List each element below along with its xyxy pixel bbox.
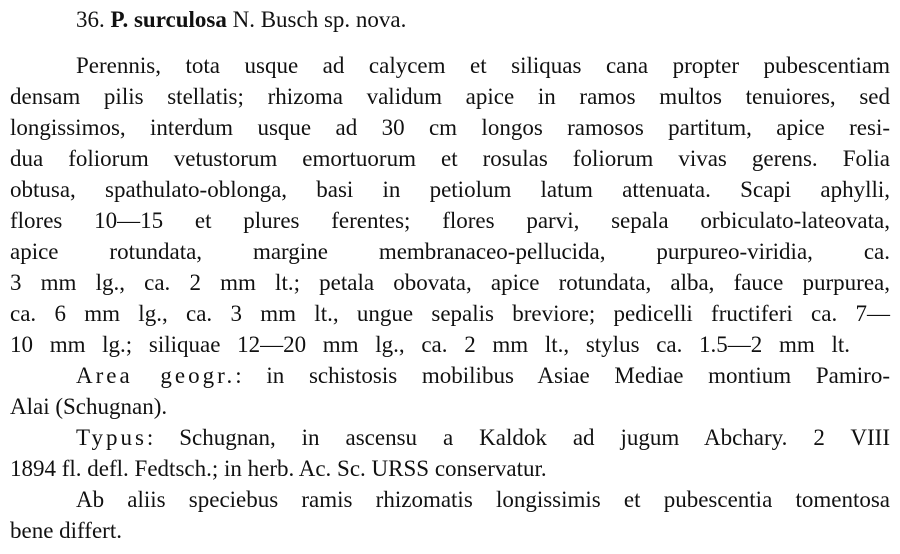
differentia-line-1: Ab aliis speciebus ramis rhizomatis longissimis et pubescentia tomentosa	[76, 487, 890, 512]
description-line-4: dua foliorum vetustorum emortuorum et rosulas foliorum vivas gerens. Folia	[10, 146, 890, 171]
species-authority: N. Busch sp. nova.	[232, 7, 407, 32]
description-line-7: apice rotundata, margine membranaceo-pellucida, purpureo-viridia, ca.	[10, 239, 890, 264]
description-line-2: densam pilis stellatis; rhizoma validum apice in ramos multos tenuiores, sed	[10, 84, 890, 109]
typus-line-1	[76, 422, 890, 453]
description-line-8: 3 mm lg., ca. 2 mm lt.; petala obovata, apice rotundata, alba, fauce purpurea,	[10, 270, 890, 295]
area-label: Area geogr.	[76, 363, 236, 388]
description-line-1: Perennis, tota usque ad calycem et siliquas cana propter pubescentiam	[76, 53, 890, 78]
area-line-1	[76, 360, 890, 391]
species-number: 36.	[76, 7, 105, 32]
species-heading	[76, 4, 876, 35]
description-line-6: flores 10—15 et plures ferentes; flores parvi, sepala orbiculato-lateovata,	[10, 208, 890, 233]
description-line-3: longissimos, interdum usque ad 30 cm longos ramosos partitum, apice resi-	[10, 115, 890, 140]
area-line-2: Alai (Schugnan).	[10, 394, 168, 419]
species-genus: P.	[110, 7, 129, 32]
typus-label: Typus	[76, 425, 147, 450]
area-text: : in schistosis mobilibus Asiae Mediae montium Pamiro-	[235, 363, 890, 388]
typus-text: : Schugnan, in ascensu a Kaldok ad jugum Abchary. 2 VIII	[146, 425, 890, 450]
species-epithet: surculosa	[133, 7, 227, 32]
differentia-line-2: bene differt.	[10, 518, 122, 543]
description-line-9: ca. 6 mm lg., ca. 3 mm lt., ungue sepalis breviore; pedicelli fructiferi ca. 7—	[10, 301, 890, 326]
typus-line-2: 1894 fl. defl. Fedtsch.; in herb. Ac. Sc. URSS conservatur.	[10, 456, 547, 481]
description-line-10: 10 mm lg.; siliquae 12—20 mm lg., ca. 2 mm lt., stylus ca. 1.5—2 mm lt.	[10, 332, 850, 357]
description-line-5: obtusa, spathulato-oblonga, basi in petiolum latum attenuata. Scapi aphylli,	[10, 177, 890, 202]
